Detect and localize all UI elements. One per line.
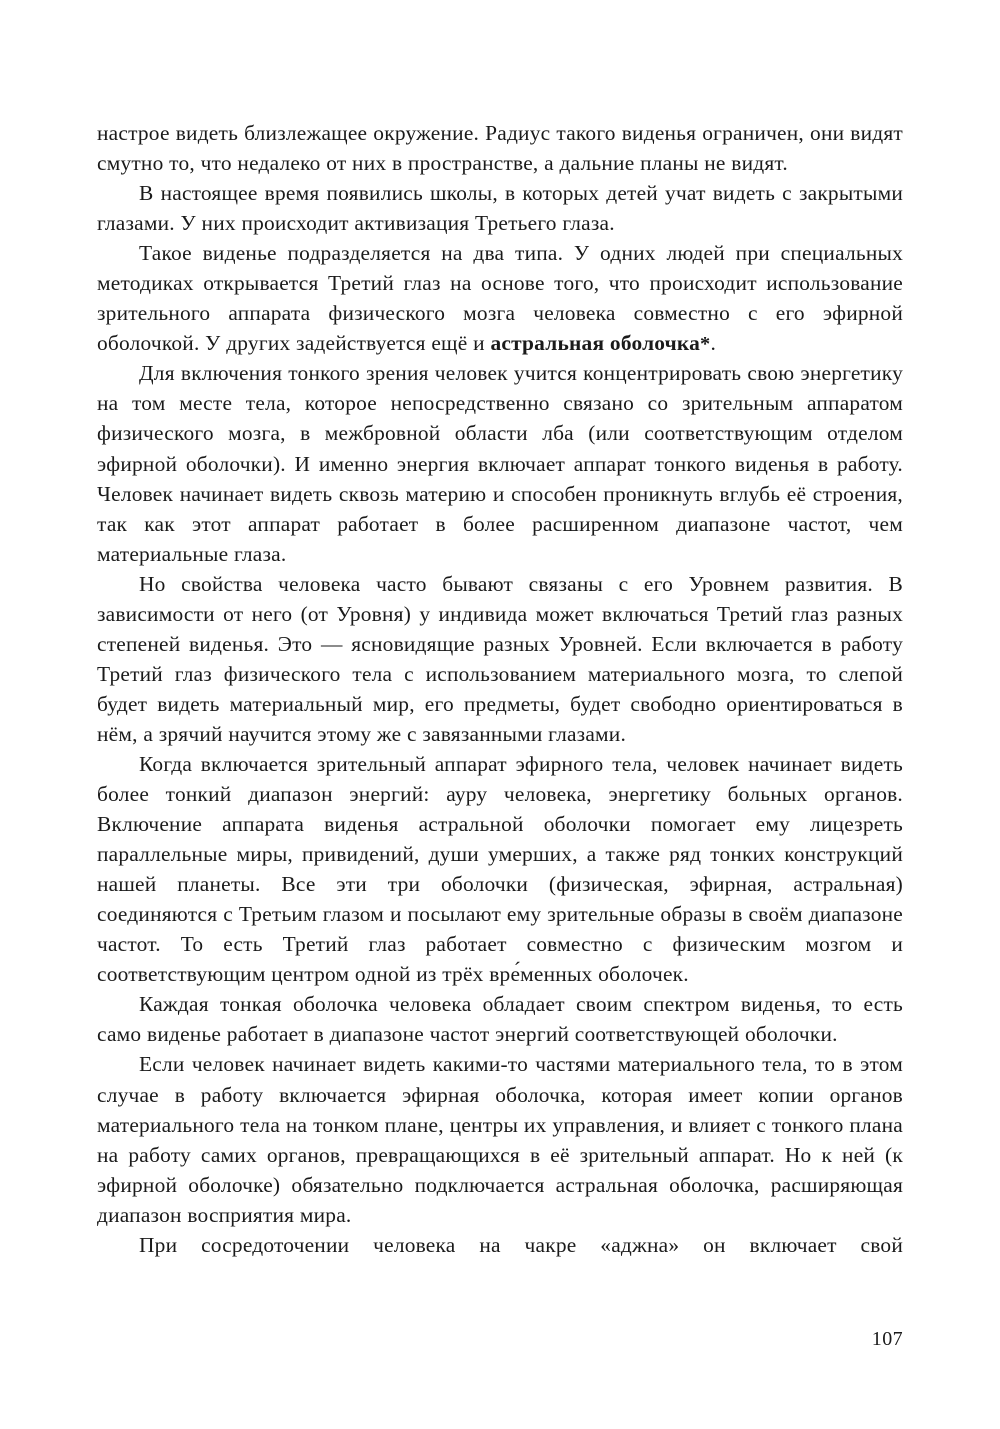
paragraph-7: Каждая тонкая оболочка человека обладает своим спектром виденья, то есть само виденье работает в диапазоне частот энергий соответствующей оболочки. [97,992,903,1047]
bold-term-astral-shell: астральная оболочка [490,331,701,356]
footnote-marker-asterisk: * [700,333,711,356]
paragraph-9: При сосредоточении человека на чакре «аджна» он включает свой [139,1232,903,1257]
paragraph-3 [97,238,903,358]
paragraph-4: Для включения тонкого зрения человек учится концентрировать свою энергетику на том месте тела, которое непосредственно связано со зрительным аппаратом физического мозга, в межбровной области лба (или соответствующим отделом эфирной оболочки). И именно энергия включает аппарат тонкого виденья в работу. Человек начинает видеть сквозь материю и способен проникнуть вглубь её строения, так как этот аппарат работает в более расширенном диапазоне частот, чем материальные глаза. [97,361,903,566]
paragraph-3-trailing-text: . [710,331,716,356]
paragraph-8: Если человек начинает видеть какими-то частями материального тела, то в этом случае в работу включается эфирная оболочка, которая имеет копии органов материального тела на тонком плане, центры их управления, и влияет с тонкого плана на работу самих органов, превращающихся в её зрительный аппарат. Но к ней (к эфирной оболочке) обязательно подключается астральная оболочка, расширяющая диапазон восприятия мира. [97,1052,903,1227]
paragraph-2: В настоящее время появились школы, в которых детей учат видеть с закрытыми глазами. У них происходит активизация Третьего глаза. [97,181,903,236]
body-text-block [97,118,903,1260]
paragraph-6: Когда включается зрительный аппарат эфирного тела, человек начинает видеть более тонкий диапазон энергий: ауру человека, энергетику больных органов. Включение аппарата виденья астральной оболочки помогает ему лицезреть параллельные миры, привидений, души умерших, а также ряд тонких конструкций нашей планеты. Все эти три оболочки (физическая, эфирная, астральная) соединяются с Третьим глазом и посылают ему зрительные образы в своём диапазоне частот. То есть Третий глаз работает совместно с физическим мозгом и соответствующим центром одной из трёх вре́менных оболочек. [97,751,903,987]
paragraph-3-lead-text: Такое виденье подразделяется на два типа. У одних людей при специальных методиках открывается Третий глаз на основе того, что происходит использование зрительного аппарата физического мозга человека совместно с его эфирной оболочкой. У других задействуется ещё и [97,241,903,356]
paragraph-5: Но свойства человека часто бывают связаны с его Уровнем развития. В зависимости от него (от Уровня) у индивида может включаться Третий глаз разных степеней виденья. Это — ясновидящие разных Уровней. Если включается в работу Третий глаз физического тела с использованием материального мозга, то слепой будет видеть материальный мир, его предметы, будет свободно ориентироваться в нём, а зрячий научится этому же с завязанными глазами. [97,571,903,746]
paragraph-1: настрое видеть близлежащее окружение. Радиус такого виденья ограничен, они видят смутно то, что недалеко от них в пространстве, а дальние планы не видят. [97,121,903,176]
page-number: 107 [871,1328,903,1350]
